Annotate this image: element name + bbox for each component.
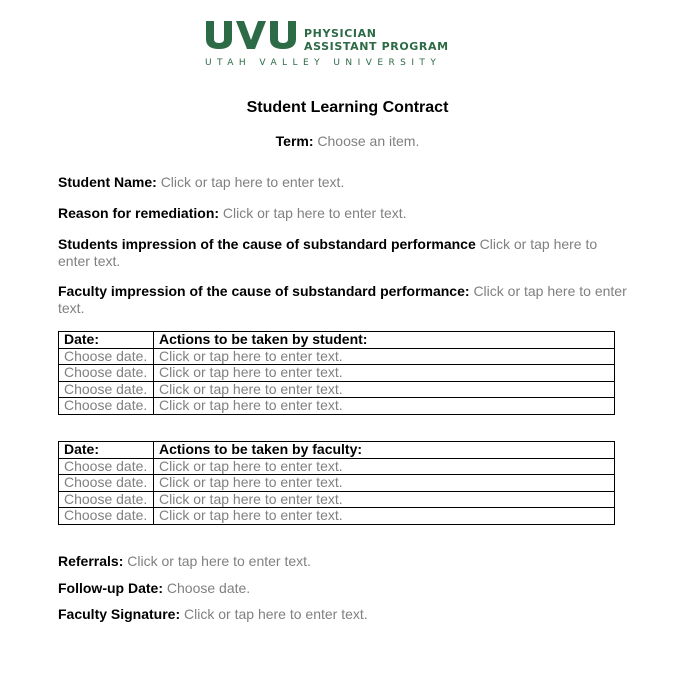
date-picker[interactable]: Choose date. [59, 491, 154, 508]
table-row [59, 398, 615, 415]
followup-date-picker[interactable]: Choose date. [166, 580, 251, 596]
action-input[interactable]: Click or tap here to enter text. [154, 365, 615, 382]
date-picker[interactable]: Choose date. [59, 398, 154, 415]
table-row [59, 491, 615, 508]
term-field [0, 133, 695, 149]
student-impression-field [58, 236, 628, 270]
actions-header: Actions to be taken by student: [154, 332, 615, 349]
logo-university-name: UTAH VALLEY UNIVERSITY [205, 58, 442, 68]
referrals-input[interactable]: Click or tap here to enter text. [127, 553, 311, 569]
action-input[interactable]: Click or tap here to enter text. [154, 508, 615, 525]
logo-program-name [304, 27, 449, 53]
table-row [59, 458, 615, 475]
faculty-impression-input[interactable]: Click or tap here to enter text. [58, 283, 627, 316]
term-dropdown[interactable]: Choose an item. [317, 133, 420, 149]
date-header: Date: [59, 442, 154, 459]
logo-line-1: PHYSICIAN [304, 27, 377, 40]
student-impression-input[interactable]: Click or tap here to enter text. [58, 236, 598, 269]
action-input[interactable]: Click or tap here to enter text. [154, 381, 615, 398]
referrals-label: Referrals: [58, 553, 124, 569]
followup-label: Follow-up Date: [58, 580, 163, 596]
reason-input[interactable]: Click or tap here to enter text. [222, 205, 407, 221]
date-picker[interactable]: Choose date. [59, 458, 154, 475]
table-header-row [59, 442, 615, 459]
followup-field [58, 580, 628, 597]
logo-line-2: ASSISTANT PROGRAM [304, 40, 449, 53]
uvu-logo-mark [205, 20, 299, 50]
term-label: Term: [275, 133, 314, 149]
date-picker[interactable]: Choose date. [59, 381, 154, 398]
student-name-field [58, 174, 628, 191]
faculty-impression-field [58, 283, 628, 317]
date-header: Date: [59, 332, 154, 349]
referrals-field [58, 553, 628, 570]
table-row [59, 475, 615, 492]
student-actions-table [58, 331, 615, 415]
action-input[interactable]: Click or tap here to enter text. [154, 398, 615, 415]
date-picker[interactable]: Choose date. [59, 475, 154, 492]
actions-header: Actions to be taken by faculty: [154, 442, 615, 459]
student-name-label: Student Name: [58, 174, 157, 190]
action-input[interactable]: Click or tap here to enter text. [154, 458, 615, 475]
date-picker[interactable]: Choose date. [59, 348, 154, 365]
signature-label: Faculty Signature: [58, 606, 181, 622]
table-row [59, 381, 615, 398]
reason-label: Reason for remediation: [58, 205, 220, 221]
page-title: Student Learning Contract [246, 99, 449, 116]
table-row [59, 348, 615, 365]
action-input[interactable]: Click or tap here to enter text. [154, 348, 615, 365]
signature-input[interactable]: Click or tap here to enter text. [184, 606, 368, 622]
table-header-row [59, 332, 615, 349]
date-picker[interactable]: Choose date. [59, 365, 154, 382]
action-input[interactable]: Click or tap here to enter text. [154, 491, 615, 508]
signature-field [58, 606, 628, 623]
student-name-input[interactable]: Click or tap here to enter text. [160, 174, 345, 190]
student-impression-label: Students impression of the cause of substandard performance [58, 236, 476, 252]
uvu-pa-logo [205, 20, 449, 72]
faculty-impression-label: Faculty impression of the cause of substandard performance: [58, 283, 470, 299]
table-row [59, 508, 615, 525]
reason-field [58, 205, 628, 222]
table-row [59, 365, 615, 382]
faculty-actions-table [58, 441, 615, 525]
date-picker[interactable]: Choose date. [59, 508, 154, 525]
action-input[interactable]: Click or tap here to enter text. [154, 475, 615, 492]
